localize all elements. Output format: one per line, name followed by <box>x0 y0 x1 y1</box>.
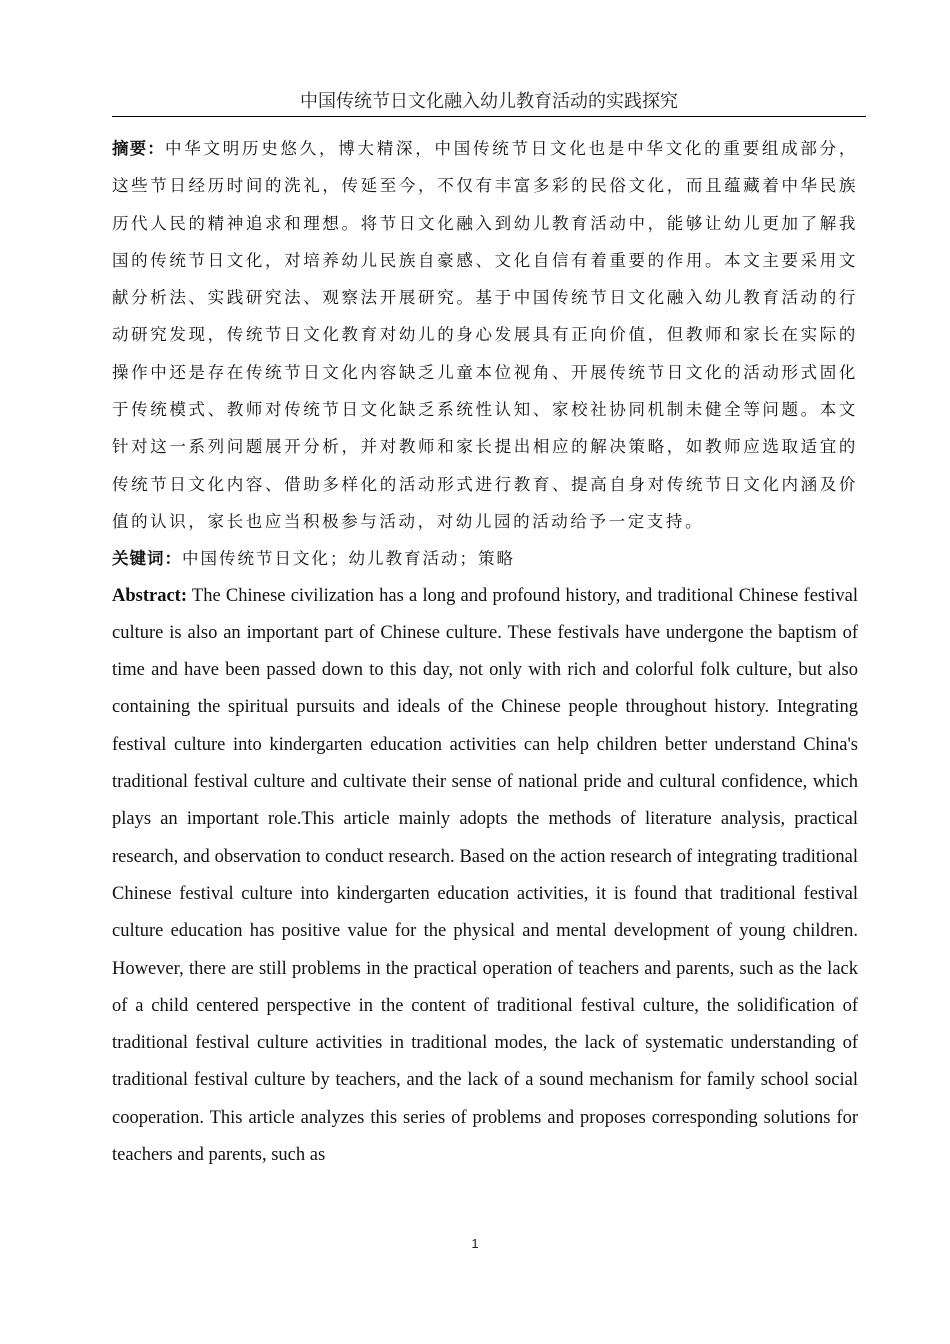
english-abstract-label: Abstract: <box>112 585 188 606</box>
chinese-keywords-label: 关键词： <box>112 549 182 569</box>
chinese-abstract <box>112 130 858 540</box>
running-header-title: 中国传统节日文化融入幼儿教育活动的实践探究 <box>300 91 678 112</box>
chinese-abstract-text: 中华文明历史悠久，博大精深，中国传统节日文化也是中华文化的重要组成部分，这些节日经历时间的洗礼，传延至今，不仅有丰富多彩的民俗文化，而且蕴藏着中华民族历代人民的精神追求和理想。将节日文化融入到幼儿教育活动中，能够让幼儿更加了解我国的传统节日文化，对培养幼儿民族自豪感、文化自信有着重要的作用。本文主要采用文献分析法、实践研究法、观察法开展研究。基于中国传统节日文化融入幼儿教育活动的行动研究发现，传统节日文化教育对幼儿的身心发展具有正向价值，但教师和家长在实际的操作中还是存在传统节日文化内容缺乏儿童本位视角、开展传统节日文化的活动形式固化于传统模式、教师对传统节日文化缺乏系统性认知、家校社协同机制未健全等问题。本文针对这一系列问题展开分析，并对教师和家长提出相应的解决策略，如教师应选取适宜的传统节日文化内容、借助多样化的活动形式进行教育、提高自身对传统节日文化内涵及价值的认识，家长也应当积极参与活动，对幼儿园的活动给予一定支持。 <box>112 139 858 531</box>
page-number: 1 <box>471 1236 479 1251</box>
chinese-abstract-label: 摘要： <box>112 139 165 158</box>
header-divider <box>112 116 866 117</box>
chinese-keywords <box>112 540 858 577</box>
english-abstract <box>112 578 858 1175</box>
chinese-keywords-text: 中国传统节日文化；幼儿教育活动；策略 <box>182 549 515 569</box>
page-body <box>112 130 858 1174</box>
english-abstract-text: The Chinese civilization has a long and profound history, and traditional Chinese festival culture is also an important part of Chinese culture. These festivals have undergone the baptism of time and have been passed down to this day, not only with rich and colorful folk culture, but also containing the spiritual pursuits and ideals of the Chinese people throughout history. Integrating festival culture into kindergarten education activities can help children better understand China's traditional festival culture and cultivate their sense of national pride and cultural confidence, which plays an important role.This article mainly adopts the methods of literature analysis, practical research, and observation to conduct research. Based on the action research of integrating traditional Chinese festival culture into kindergarten education activities, it is found that traditional festival culture education has positive value for the physical and mental development of young children. However, there are still problems in the practical operation of teachers and parents, such as the lack of a child centered perspective in the content of traditional festival culture, the solidification of traditional festival culture activities in traditional modes, the lack of systematic understanding of traditional festival culture by teachers, and the lack of a sound mechanism for family school social cooperation. This article analyzes this series of problems and proposes corresponding solutions for teachers and parents, such as <box>112 585 858 1166</box>
